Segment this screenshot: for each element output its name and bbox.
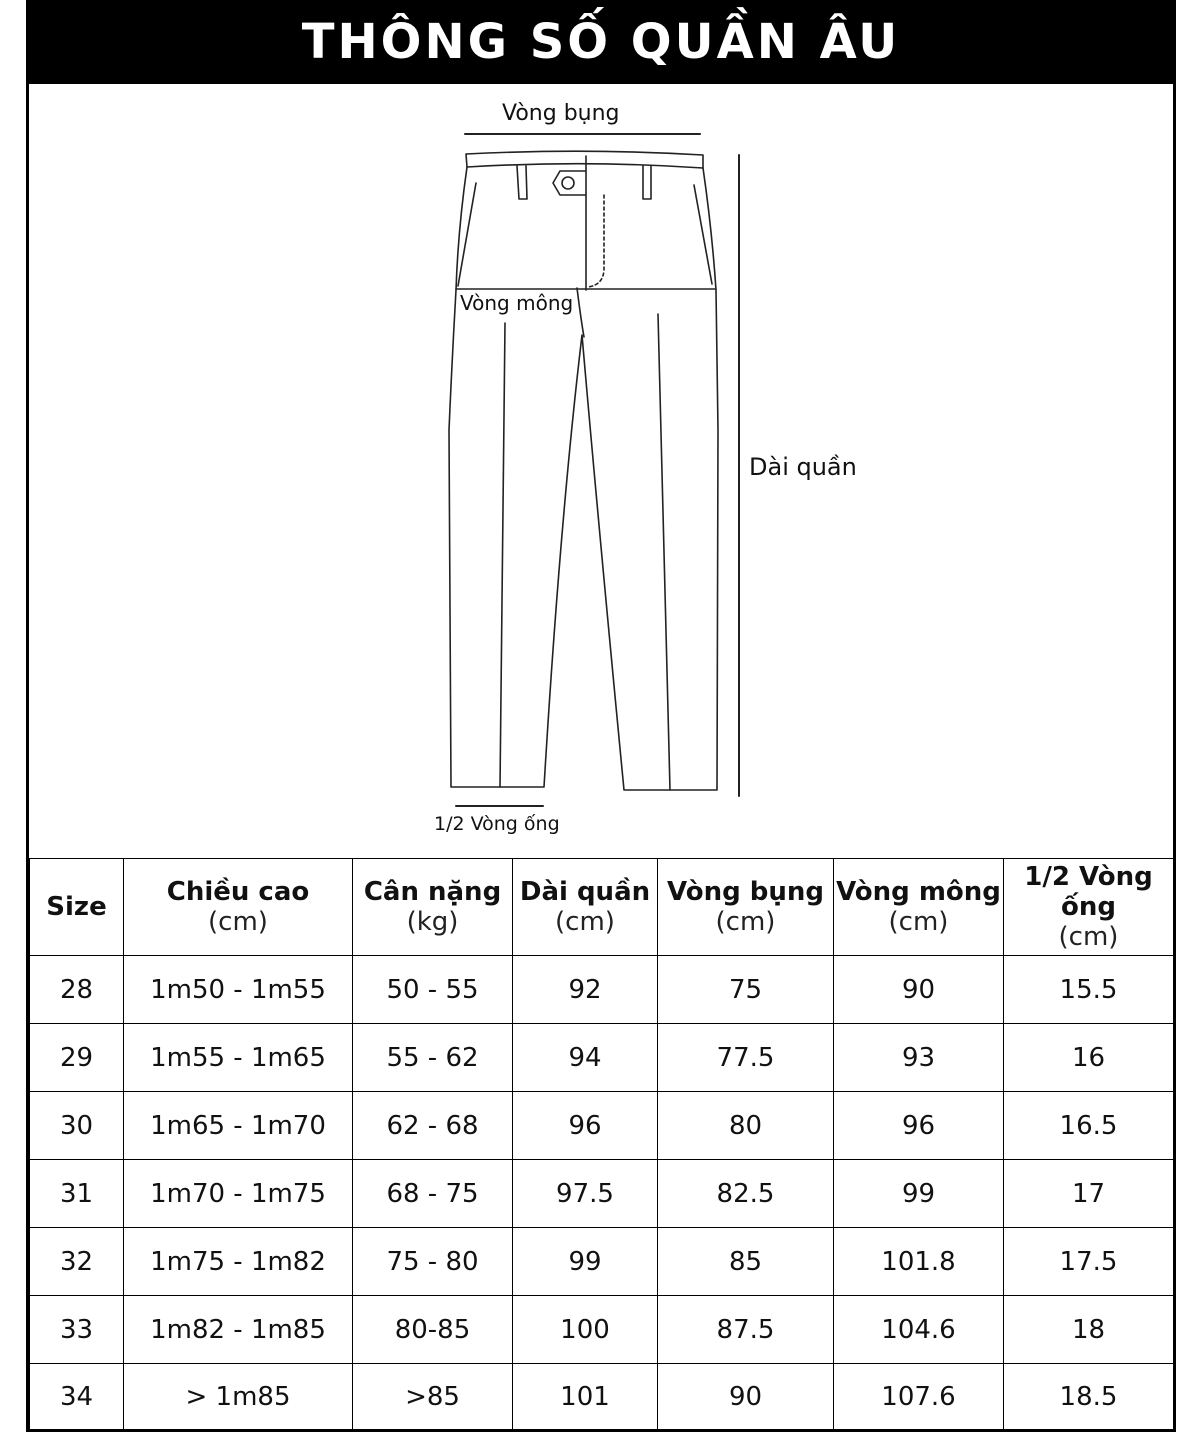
table-row bbox=[30, 1364, 1174, 1431]
cell-weight: 75 - 80 bbox=[353, 1228, 513, 1296]
cell-hem: 16 bbox=[1004, 1024, 1174, 1092]
header-hem bbox=[1004, 859, 1174, 956]
length-label: Dài quần bbox=[749, 453, 857, 481]
cell-hem: 18.5 bbox=[1004, 1364, 1174, 1431]
cell-waist: 75 bbox=[658, 956, 834, 1024]
cell-length: 94 bbox=[513, 1024, 658, 1092]
cell-weight: >85 bbox=[353, 1364, 513, 1431]
header-length-name: Dài quần bbox=[519, 877, 651, 907]
cell-waist: 87.5 bbox=[658, 1296, 834, 1364]
cell-length: 100 bbox=[513, 1296, 658, 1364]
title-bar bbox=[26, 0, 1176, 84]
cell-waist: 82.5 bbox=[658, 1160, 834, 1228]
cell-weight: 50 - 55 bbox=[353, 956, 513, 1024]
cell-weight: 55 - 62 bbox=[353, 1024, 513, 1092]
cell-waist: 85 bbox=[658, 1228, 834, 1296]
trousers-diagram bbox=[0, 84, 1200, 856]
cell-weight: 68 - 75 bbox=[353, 1160, 513, 1228]
header-hip-name: Vòng mông bbox=[836, 877, 1001, 907]
cell-size: 31 bbox=[30, 1160, 124, 1228]
header-length bbox=[513, 859, 658, 956]
cell-waist: 90 bbox=[658, 1364, 834, 1431]
page-title: THÔNG SỐ QUẦN ÂU bbox=[301, 14, 901, 70]
header-hip-unit: (cm) bbox=[888, 907, 949, 937]
table-row bbox=[30, 956, 1174, 1024]
cell-height: 1m65 - 1m70 bbox=[124, 1092, 353, 1160]
size-table bbox=[29, 858, 1174, 1431]
header-hem-name: 1/2 Vòng ống bbox=[1024, 862, 1153, 922]
header-height-name: Chiều cao bbox=[166, 877, 310, 907]
cell-hem: 15.5 bbox=[1004, 956, 1174, 1024]
table-row bbox=[30, 1024, 1174, 1092]
cell-waist: 77.5 bbox=[658, 1024, 834, 1092]
cell-hem: 16.5 bbox=[1004, 1092, 1174, 1160]
cell-size: 29 bbox=[30, 1024, 124, 1092]
header-waist-unit: (cm) bbox=[715, 907, 776, 937]
header-waist bbox=[658, 859, 834, 956]
table-row bbox=[30, 1160, 1174, 1228]
cell-hip: 107.6 bbox=[834, 1364, 1004, 1431]
cell-size: 33 bbox=[30, 1296, 124, 1364]
cell-length: 96 bbox=[513, 1092, 658, 1160]
header-height bbox=[124, 859, 353, 956]
cell-length: 92 bbox=[513, 956, 658, 1024]
table-row bbox=[30, 1092, 1174, 1160]
cell-waist: 80 bbox=[658, 1092, 834, 1160]
header-weight-unit: (kg) bbox=[406, 907, 459, 937]
header-hem-unit: (cm) bbox=[1058, 922, 1119, 952]
cell-hip: 99 bbox=[834, 1160, 1004, 1228]
waist-label: Vòng bụng bbox=[502, 101, 620, 126]
table-row bbox=[30, 1228, 1174, 1296]
cell-height: 1m82 - 1m85 bbox=[124, 1296, 353, 1364]
cell-weight: 80-85 bbox=[353, 1296, 513, 1364]
header-weight bbox=[353, 859, 513, 956]
cell-length: 97.5 bbox=[513, 1160, 658, 1228]
cell-hip: 93 bbox=[834, 1024, 1004, 1092]
cell-size: 30 bbox=[30, 1092, 124, 1160]
header-weight-name: Cân nặng bbox=[363, 877, 502, 907]
header-waist-name: Vòng bụng bbox=[667, 877, 824, 907]
cell-size: 34 bbox=[30, 1364, 124, 1431]
cell-height: 1m75 - 1m82 bbox=[124, 1228, 353, 1296]
cell-height: 1m50 - 1m55 bbox=[124, 956, 353, 1024]
cell-height: 1m55 - 1m65 bbox=[124, 1024, 353, 1092]
header-height-unit: (cm) bbox=[208, 907, 268, 937]
table-row bbox=[30, 1296, 1174, 1364]
cell-length: 99 bbox=[513, 1228, 658, 1296]
cell-hip: 101.8 bbox=[834, 1228, 1004, 1296]
cell-weight: 62 - 68 bbox=[353, 1092, 513, 1160]
cell-hip: 90 bbox=[834, 956, 1004, 1024]
cell-hem: 17 bbox=[1004, 1160, 1174, 1228]
cell-height: 1m70 - 1m75 bbox=[124, 1160, 353, 1228]
header-hip bbox=[834, 859, 1004, 956]
cell-size: 32 bbox=[30, 1228, 124, 1296]
trousers-illustration bbox=[0, 84, 1200, 856]
cell-height: > 1m85 bbox=[124, 1364, 353, 1431]
cell-size: 28 bbox=[30, 956, 124, 1024]
cell-hip: 104.6 bbox=[834, 1296, 1004, 1364]
cell-hem: 18 bbox=[1004, 1296, 1174, 1364]
header-length-unit: (cm) bbox=[555, 907, 615, 937]
header-size bbox=[30, 859, 124, 956]
cell-hip: 96 bbox=[834, 1092, 1004, 1160]
cell-length: 101 bbox=[513, 1364, 658, 1431]
hip-label: Vòng mông bbox=[460, 291, 574, 315]
cell-hem: 17.5 bbox=[1004, 1228, 1174, 1296]
header-size-name: Size bbox=[46, 892, 107, 922]
hem-label: 1/2 Vòng ống bbox=[434, 813, 560, 835]
table-header-row bbox=[30, 859, 1174, 956]
